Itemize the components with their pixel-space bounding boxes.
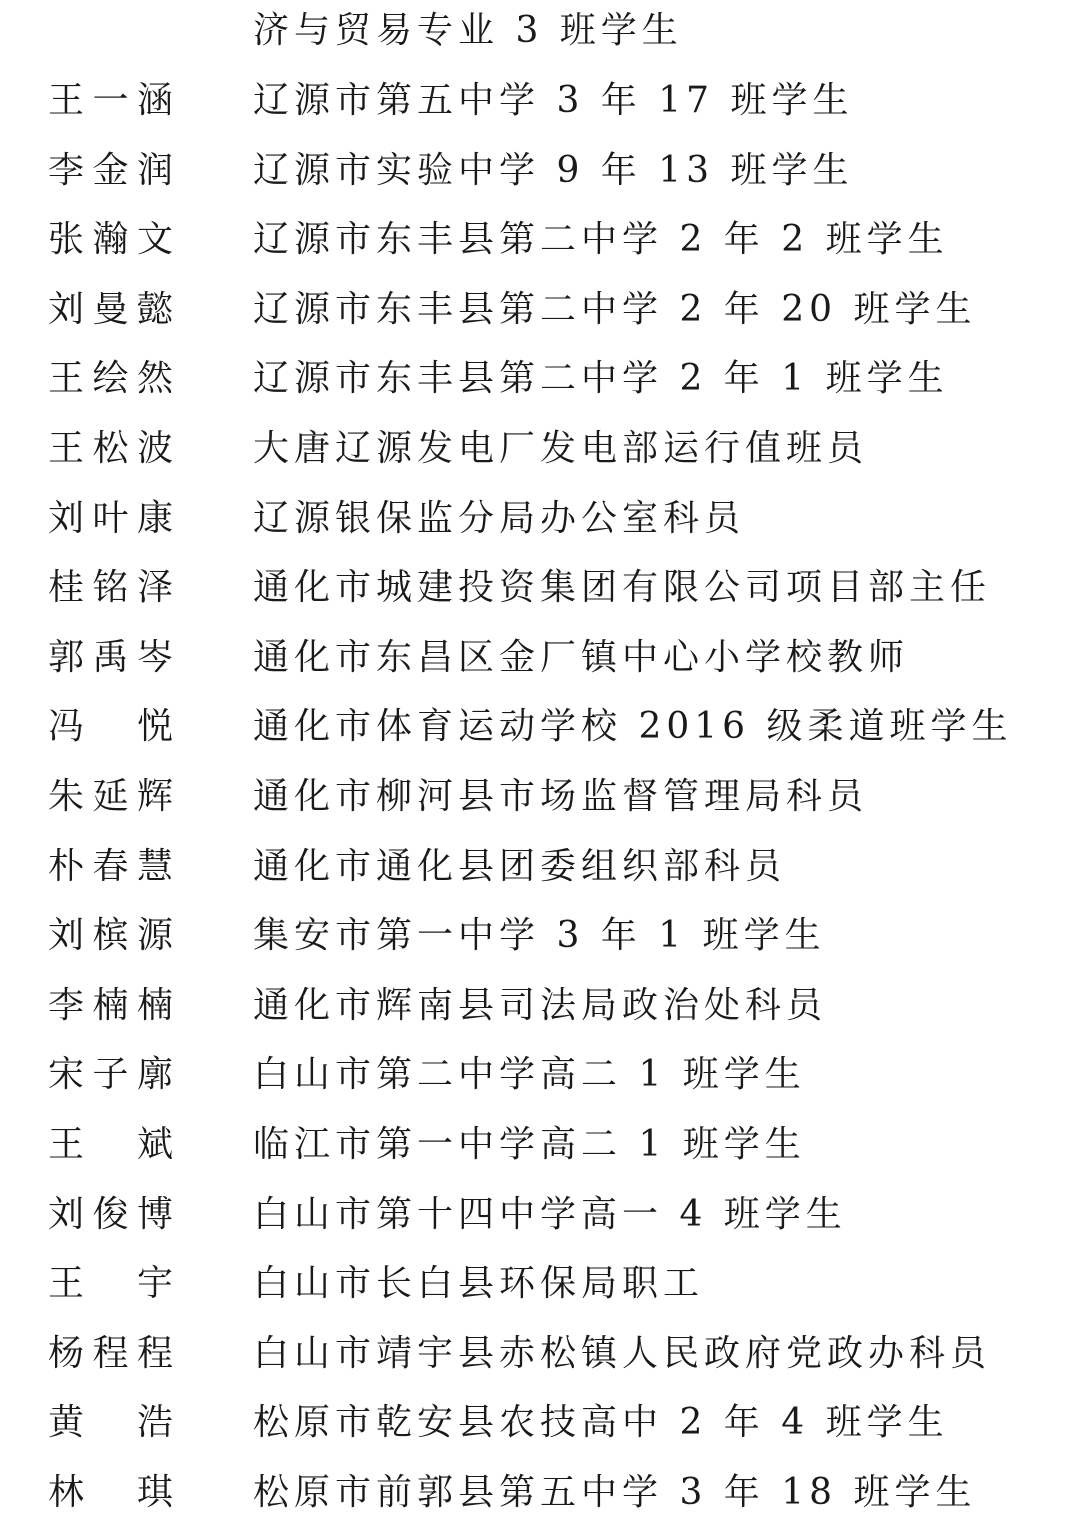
honoree-description: 辽源市东丰县第二中学 2 年 20 班学生 bbox=[253, 288, 977, 330]
honoree-name: 郭 禹 岑 bbox=[48, 636, 173, 678]
list-item bbox=[0, 414, 1080, 484]
honoree-name: 朱 延 辉 bbox=[48, 776, 173, 817]
list-item bbox=[0, 205, 1080, 275]
honoree-description: 辽源银保监分局办公室科员 bbox=[253, 497, 746, 539]
honoree-description: 白山市长白县环保局职工 bbox=[253, 1263, 705, 1305]
list-item bbox=[0, 762, 1080, 832]
honoree-description: 临江市第一中学高二 1 班学生 bbox=[253, 1124, 806, 1165]
honoree-name: 刘 槟 源 bbox=[48, 915, 173, 957]
honoree-description: 通化市柳河县市场监督管理局科员 bbox=[253, 776, 869, 817]
honoree-name: 黄 浩 bbox=[48, 1402, 173, 1444]
list-item bbox=[0, 1249, 1080, 1319]
honoree-description: 通化市辉南县司法局政治处科员 bbox=[253, 984, 828, 1026]
honoree-description: 辽源市实验中学 9 年 13 班学生 bbox=[253, 149, 854, 191]
honoree-name: 王 宇 bbox=[48, 1263, 173, 1305]
honoree-name: 林 琪 bbox=[48, 1472, 173, 1513]
honoree-description: 通化市城建投资集团有限公司项目部主任 bbox=[253, 567, 992, 609]
honoree-description: 通化市东昌区金厂镇中心小学校教师 bbox=[253, 636, 910, 678]
honoree-description: 通化市体育运动学校 2016 级柔道班学生 bbox=[253, 706, 1013, 748]
list-item bbox=[0, 1319, 1080, 1389]
honoree-name: 王 斌 bbox=[48, 1124, 173, 1165]
honoree-description: 辽源市东丰县第二中学 2 年 2 班学生 bbox=[253, 219, 949, 261]
honoree-description: 白山市第十四中学高一 4 班学生 bbox=[253, 1193, 847, 1235]
list-item bbox=[0, 901, 1080, 971]
honoree-name: 杨 程 程 bbox=[48, 1332, 173, 1374]
honoree-description: 集安市第一中学 3 年 1 班学生 bbox=[253, 915, 826, 957]
honoree-description: 大唐辽源发电厂发电部运行值班员 bbox=[253, 428, 869, 469]
honoree-name: 朴 春 慧 bbox=[48, 845, 173, 887]
list-item bbox=[0, 553, 1080, 623]
list-item bbox=[0, 971, 1080, 1041]
list-item bbox=[0, 484, 1080, 554]
list-item bbox=[0, 623, 1080, 693]
honoree-name: 李 金 润 bbox=[48, 149, 173, 191]
honoree-description: 白山市第二中学高二 1 班学生 bbox=[253, 1054, 806, 1096]
continuation-line bbox=[0, 0, 1080, 66]
honoree-description: 松原市乾安县农技高中 2 年 4 班学生 bbox=[253, 1402, 949, 1444]
list-item bbox=[0, 136, 1080, 206]
honoree-description: 白山市靖宇县赤松镇人民政府党政办科员 bbox=[253, 1332, 992, 1374]
list-item bbox=[0, 1388, 1080, 1458]
honoree-name: 李 楠 楠 bbox=[48, 984, 173, 1026]
list-item bbox=[0, 275, 1080, 345]
list-item bbox=[0, 1458, 1080, 1528]
honoree-description: 辽源市东丰县第二中学 2 年 1 班学生 bbox=[253, 358, 949, 400]
list-item bbox=[0, 1040, 1080, 1110]
honoree-name: 冯 悦 bbox=[48, 706, 173, 748]
list-item bbox=[0, 692, 1080, 762]
honoree-name: 宋 子 廓 bbox=[48, 1054, 173, 1096]
honoree-name: 王 松 波 bbox=[48, 428, 173, 469]
honoree-description: 通化市通化县团委组织部科员 bbox=[253, 845, 787, 887]
honoree-name: 刘 曼 懿 bbox=[48, 288, 173, 330]
continuation-text: 济与贸易专业 3 班学生 bbox=[253, 10, 683, 51]
list-item bbox=[0, 832, 1080, 902]
honoree-name: 张 瀚 文 bbox=[48, 219, 173, 261]
honoree-description: 松原市前郭县第五中学 3 年 18 班学生 bbox=[253, 1472, 977, 1513]
list-item bbox=[0, 1180, 1080, 1250]
list-item bbox=[0, 344, 1080, 414]
honoree-name: 桂 铭 泽 bbox=[48, 567, 173, 609]
honoree-name: 王 绘 然 bbox=[48, 358, 173, 400]
honoree-description: 辽源市第五中学 3 年 17 班学生 bbox=[253, 80, 854, 121]
list-item bbox=[0, 1110, 1080, 1180]
honoree-name: 刘 叶 康 bbox=[48, 497, 173, 539]
list-item bbox=[0, 66, 1080, 136]
honoree-name: 刘 俊 博 bbox=[48, 1193, 173, 1235]
honoree-name: 王 一 涵 bbox=[48, 80, 173, 121]
